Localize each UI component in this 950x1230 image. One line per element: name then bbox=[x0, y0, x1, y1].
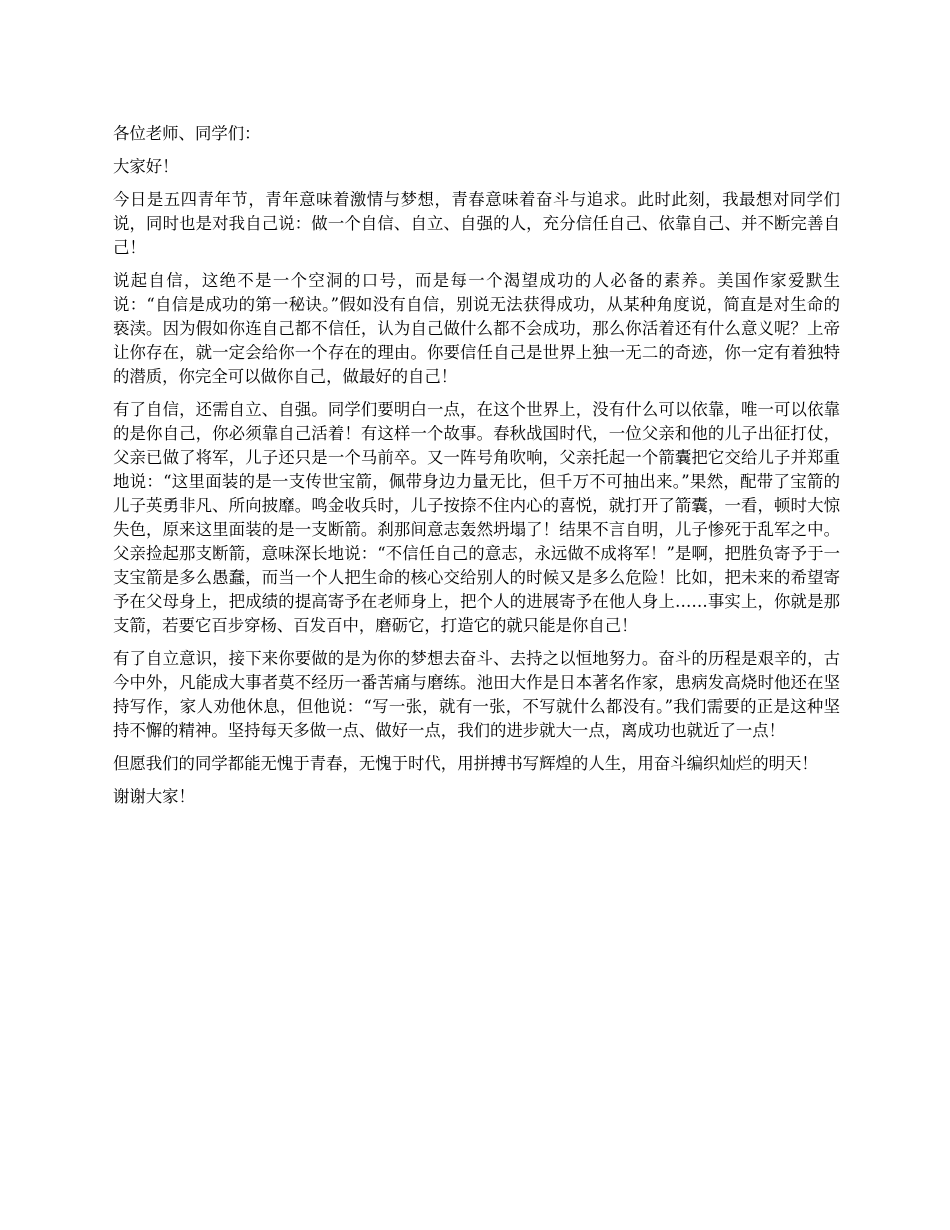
closing: 谢谢大家！ bbox=[113, 787, 195, 806]
greeting: 大家好！ bbox=[113, 157, 179, 176]
paragraph-perseverance: 有了自立意识，接下来你要做的是为你的梦想去奋斗、去持之以恒地努力。奋斗的历程是艰辛的，古今中外，凡能成大事者莫不经历一番苦痛与磨练。池田大作是日本著名作家，患病发高烧时他还在坚持写作，家人劝他休息，但他说：“写一张，就有一张，不写就什么都没有。”我们需要的正是这种坚持不懈的精神。坚持每天多做一点、做好一点，我们的进步就大一点，离成功也就近了一点！ bbox=[113, 649, 840, 740]
paragraph-wish: 但愿我们的同学都能无愧于青春，无愧于时代，用拼搏书写辉煌的人生，用奋斗编织灿烂的明天！ bbox=[113, 754, 818, 773]
salutation: 各位老师、同学们： bbox=[113, 124, 261, 143]
paragraph-intro: 今日是五四青年节，青年意味着激情与梦想，青春意味着奋斗与追求。此时此刻，我最想对同学们说，同时也是对我自己说：做一个自信、自立、自强的人，充分信任自己、依靠自己、并不断完善自己！ bbox=[113, 190, 840, 257]
document-body bbox=[113, 122, 840, 818]
paragraph-self-reliance: 有了自信，还需自立、自强。同学们要明白一点，在这个世界上，没有什么可以依靠，唯一可以依靠的是你自己，你必须靠自己活着！有这样一个故事。春秋战国时代，一位父亲和他的儿子出征打仗，父亲已做了将军，儿子还只是一个马前卒。又一阵号角吹响，父亲托起一个箭囊把它交给儿子并郑重地说：“这里面装的是一支传世宝箭，佩带身边力量无比，但千万不可抽出来。”果然，配带了宝箭的儿子英勇非凡、所向披靡。鸣金收兵时，儿子按捺不住内心的喜悦，就打开了箭囊，一看，顿时大惊失色，原来这里面装的是一支断箭。刹那间意志轰然坍塌了！结果不言自明，儿子惨死于乱军之中。父亲捡起那支断箭，意味深长地说：“不信任自己的意志，永远做不成将军！”是啊，把胜负寄予于一支宝箭是多么愚蠢，而当一个人把生命的核心交给别人的时候又是多么危险！比如，把未来的希望寄予在父母身上，把成绩的提高寄予在老师身上，把个人的进展寄予在他人身上……事实上，你就是那支箭，若要它百步穿杨、百发百中，磨砺它，打造它的就只能是你自己！ bbox=[113, 400, 840, 635]
paragraph-confidence: 说起自信，这绝不是一个空洞的口号，而是每一个渴望成功的人必备的素养。美国作家爱默生说：“自信是成功的第一秘诀。”假如没有自信，别说无法获得成功，从某种角度说，简直是对生命的亵渎。因为假如你连自己都不信任，认为自己做什么都不会成功，那么你活着还有什么意义呢？上帝让你存在，就一定会给你一个存在的理由。你要信任自己是世界上独一无二的奇迹，你一定有着独特的潜质，你完全可以做你自己，做最好的自己！ bbox=[113, 271, 840, 386]
